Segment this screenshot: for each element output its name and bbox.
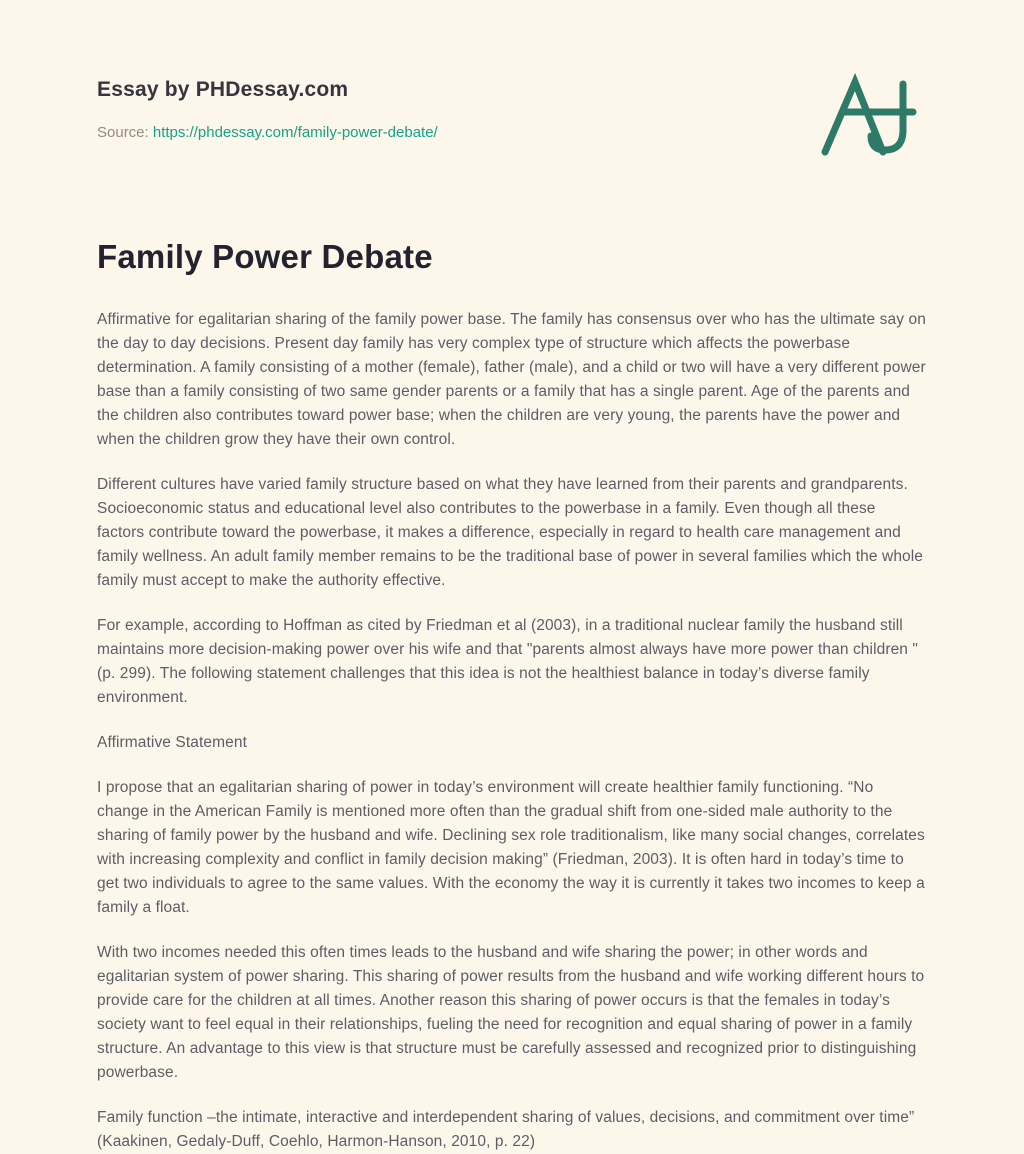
- essay-paragraph: Affirmative Statement: [97, 734, 247, 751]
- header-text-block: [97, 72, 438, 141]
- phdessay-logo-icon: [815, 68, 927, 160]
- essay-body: [97, 308, 927, 1154]
- essay-paragraph: I propose that an egalitarian sharing of power in today’s environment will create healthier family functioning. “No change in the American Family is mentioned more often than the gradual shift from one-sided male authority to the sharing of family power by the husband and wife. Declining sex role traditionalism, like many social changes, correlates with increasing complexity and conflict in family decision making” (Friedman, 2003). It is often hard in today’s time to get two individuals to agree to the same values. With the economy the way it is currently it takes two incomes to keep a family a float.: [97, 779, 925, 916]
- source-label: Source:: [97, 124, 149, 141]
- essay-title: Family Power Debate: [97, 238, 433, 275]
- essay-paragraph: Affirmative for egalitarian sharing of the family power base. The family has consensus over who has the ultimate say on the day to day decisions. Present day family has very complex type of structure which affects the powerbase determination. A family consisting of a mother (female), father (male), and a child or two will have a very different power base than a family consisting of two same gender parents or a family that has a single parent. Age of the parents and the children also contributes toward power base; when the children are very young, the parents have the power and when the children grow they have their own control.: [97, 311, 926, 448]
- essay-paragraph: Different cultures have varied family structure based on what they have learned from their parents and grandparents. Socioeconomic status and educational level also contributes to the powerbase in a family. Even though all these factors contribute toward the powerbase, it makes a difference, especially in regard to health care management and family wellness. An adult family member remains to be the traditional base of power in several families which the whole family must accept to make the authority effective.: [97, 476, 924, 589]
- essay-paragraph: With two incomes needed this often times leads to the husband and wife sharing the power; in other words and egalitarian system of power sharing. This sharing of power results from the husband and wife working different hours to provide care for the children at all times. Another reason this sharing of power occurs is that the females in today’s society want to feel equal in their relationships, fueling the need for recognition and equal sharing of power in a family structure. An advantage to this view is that structure must be carefully assessed and recognized prior to distinguishing powerbase.: [97, 944, 925, 1081]
- source-line: [97, 124, 438, 141]
- essay-paragraph: Family function –the intimate, interactive and interdependent sharing of values, decisions, and commitment over time” (Kaakinen, Gedaly-Duff, Coehlo, Harmon-Hanson, 2010, p. 22): [97, 1109, 915, 1150]
- essay-byline: Essay by PHDessay.com: [97, 78, 349, 101]
- essay-paragraph: For example, according to Hoffman as cited by Friedman et al (2003), in a traditional nuclear family the husband still maintains more decision-making power over his wife and that "parents almost always have more power than children " (p. 299). The following statement challenges that this idea is not the healthiest balance in today’s diverse family environment.: [97, 617, 919, 706]
- source-url-link[interactable]: https://phdessay.com/family-power-debate/: [152, 124, 438, 141]
- page-header: [97, 72, 927, 160]
